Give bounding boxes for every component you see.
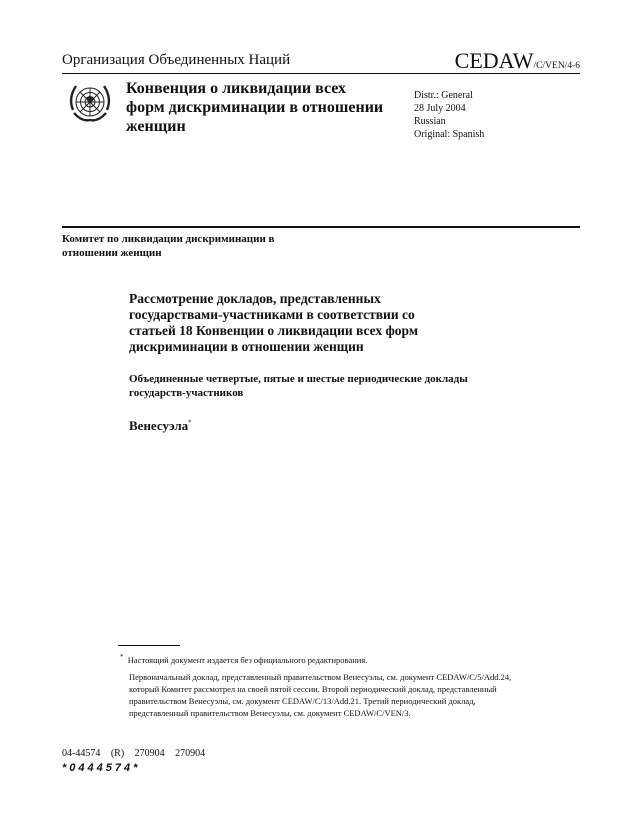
document-subtitle: Объединенные четвертые, пятые и шестые периодические доклады государств-участников [129, 373, 468, 399]
un-emblem-icon [64, 80, 116, 128]
distribution-block [414, 89, 484, 141]
barcode-text: *0444574* [62, 762, 141, 774]
symbol-main: CEDAW [454, 48, 534, 73]
job-number-line [62, 748, 205, 759]
footnote-mark: * [188, 418, 192, 427]
date-line: 28 July 2004 [414, 103, 466, 114]
original-line: Original: Spanish [414, 129, 485, 140]
footnote-rule [118, 645, 180, 646]
language-line: Russian [414, 116, 446, 127]
job-date-1: 270904 [134, 748, 165, 759]
section-rule [62, 226, 580, 228]
footnote-1-text: Настоящий документ издается без официального редактирования. [127, 654, 368, 665]
footnote-1-mark: * [120, 653, 124, 661]
country-label: Венесуэла [129, 418, 189, 433]
country-name [129, 418, 192, 434]
header-rule [62, 73, 580, 74]
job-number: 04-44574 (R) [62, 748, 125, 759]
document-title: Рассмотрение докладов, представленных государствами-участниками в соответствии со статьей 18 Конвенции о ликвидации всех форм дискриминации в отношении женщин [129, 291, 419, 354]
footnote-2: Первоначальный доклад, представленный правительством Венесуэлы, см. документ CEDAW/C/5/Add.24, который Комитет рассмотрел на своей пятой сессии. Второй периодический доклад, представленный правительством Венесуэлы, см. документ CEDAW/C/13/Add.21. Третий периодический доклад, представленный правительством Венесуэлы, см. документ CEDAW/C/VEN/3. [129, 672, 512, 718]
distr-line: Distr.: General [414, 90, 473, 101]
job-date-2: 270904 [175, 748, 206, 759]
footnote-1 [120, 652, 540, 666]
document-symbol [455, 48, 580, 74]
symbol-suffix: /C/VEN/4-6 [533, 61, 580, 71]
committee-name: Комитет по ликвидации дискриминации в отношении женщин [62, 233, 275, 259]
convention-title: Конвенция о ликвидации всех форм дискриминации в отношении женщин [126, 80, 384, 135]
organization-name: Организация Объединенных Наций [62, 52, 291, 68]
